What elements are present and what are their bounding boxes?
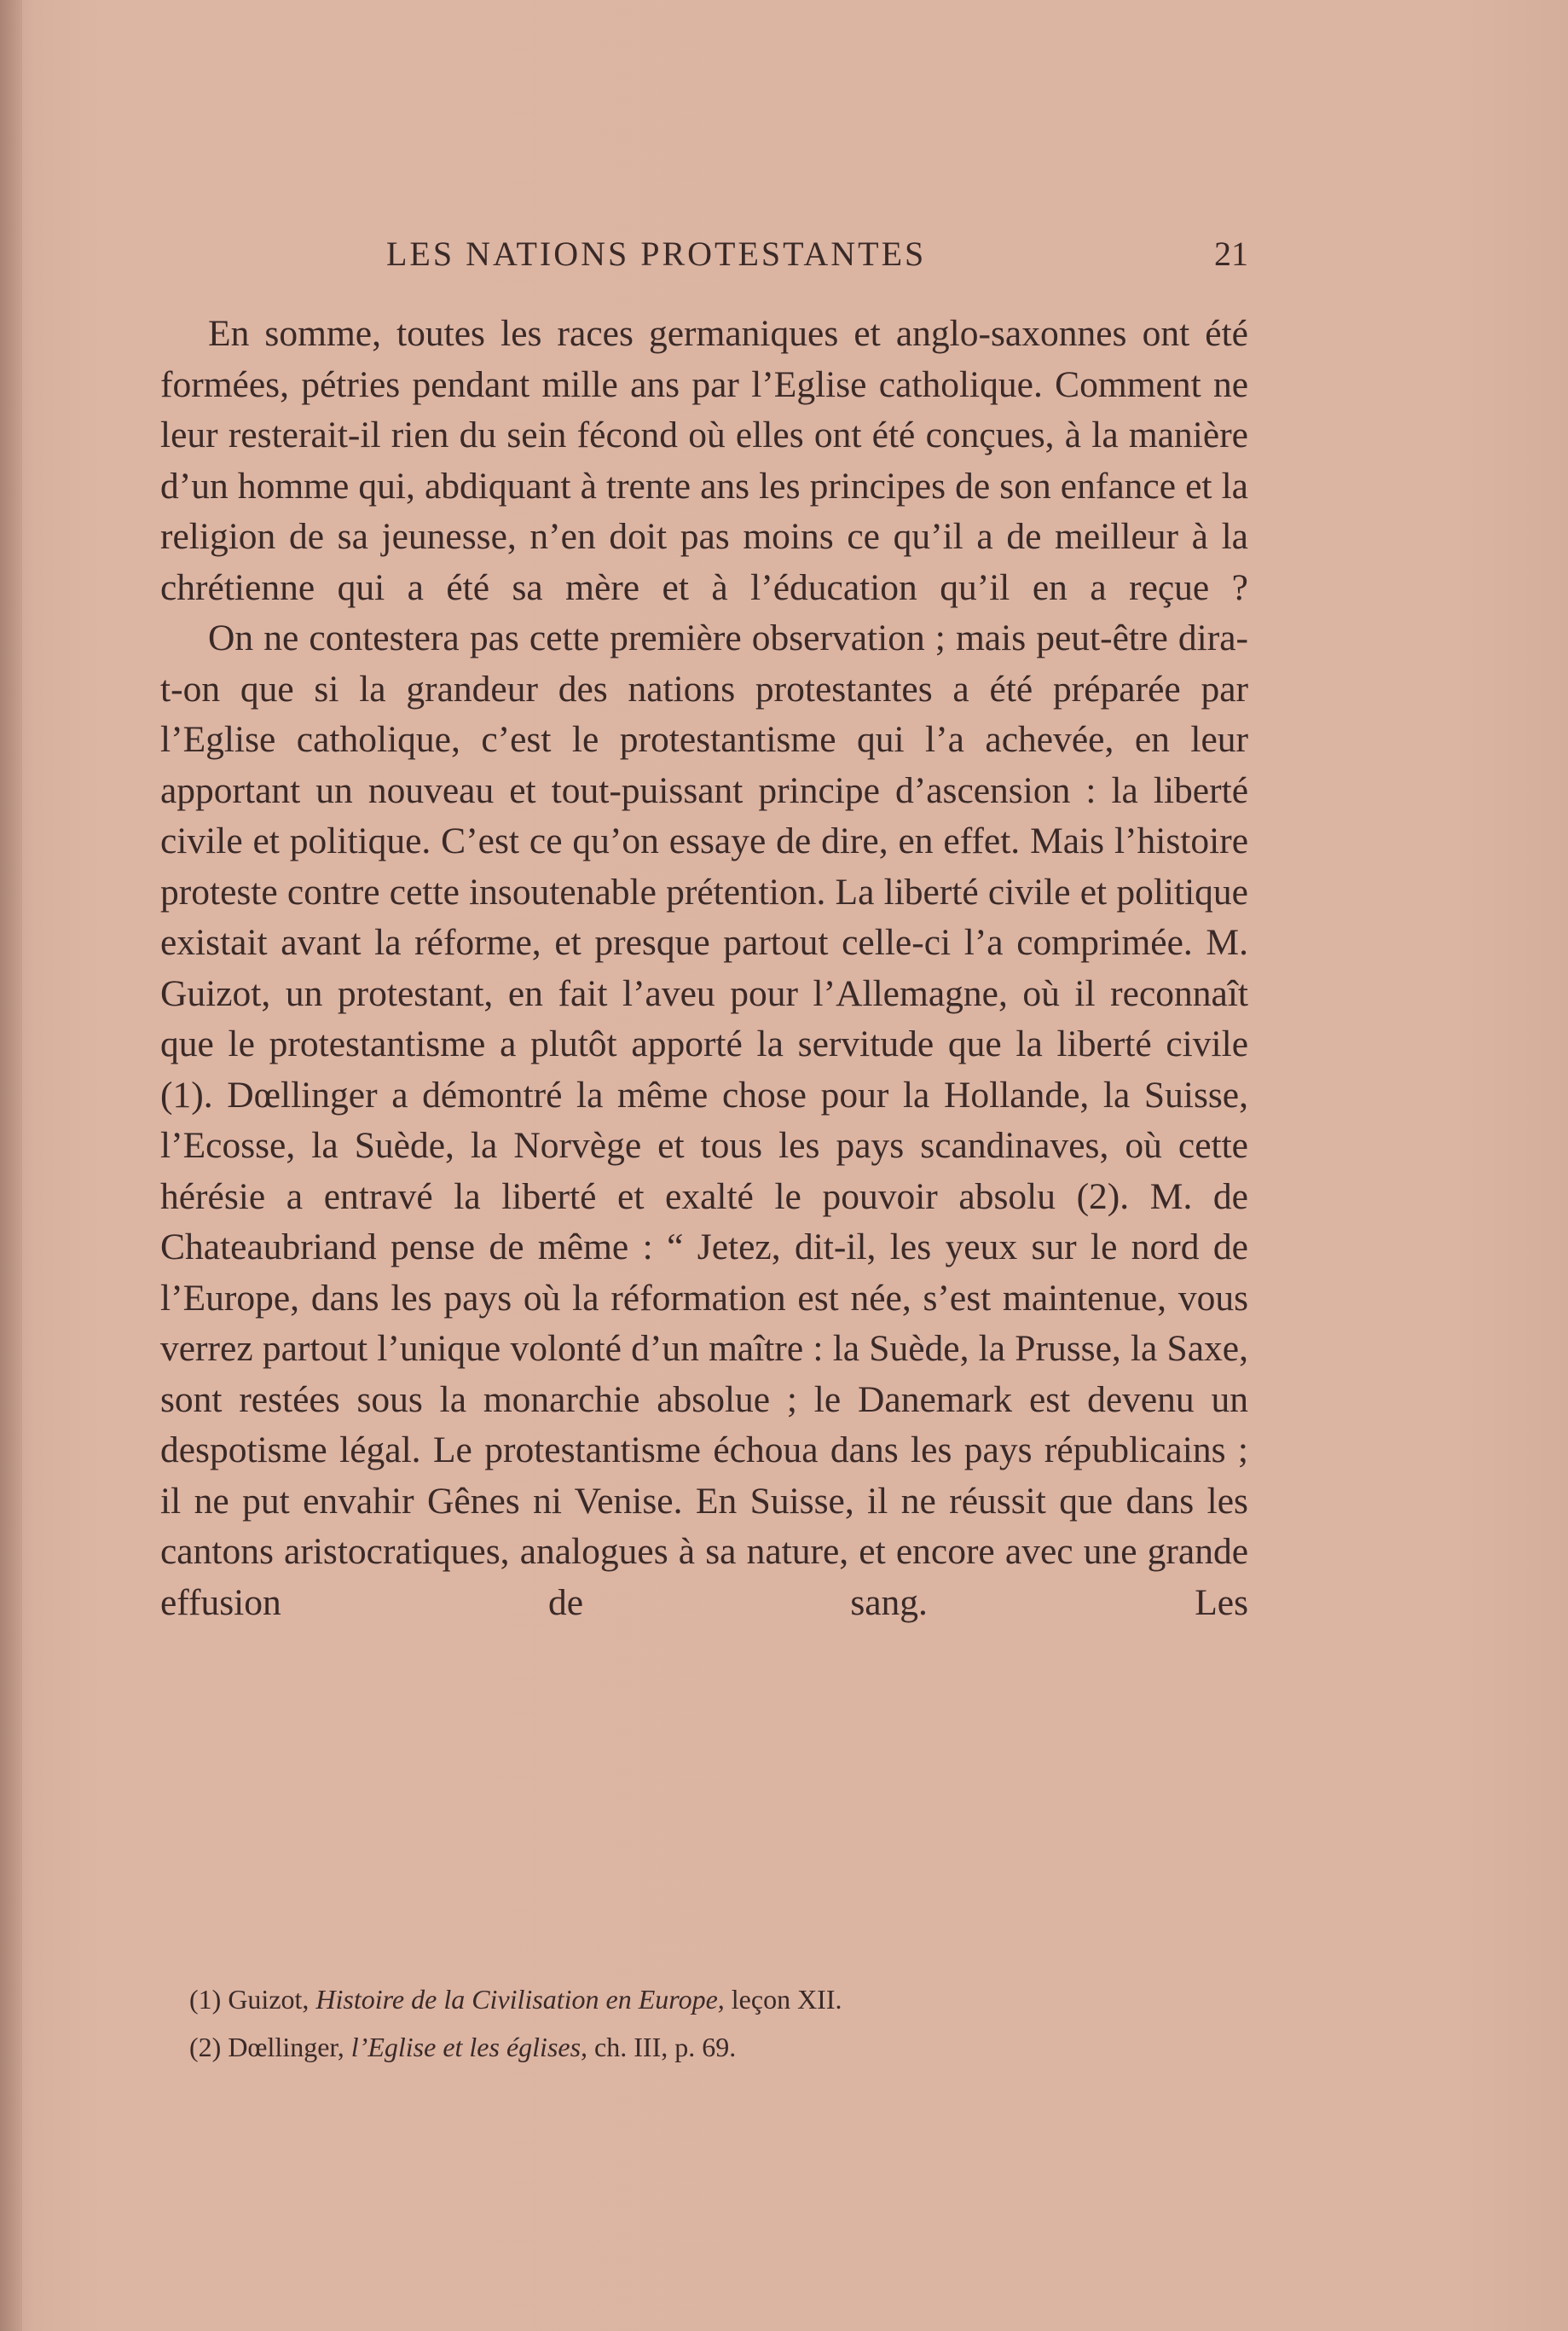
footnote-mark: (1) [189, 1984, 222, 2015]
body-text [160, 309, 1248, 1628]
footnotes [189, 1975, 1212, 2071]
footnote-2 [189, 2023, 1212, 2071]
running-title: LES NATIONS PROTESTANTES [386, 235, 927, 273]
footnote-author: Guizot, [228, 1984, 310, 2015]
footnote-mark: (2) [189, 2032, 222, 2062]
footnote-title: Histoire de la Civilisation en Europe, [315, 1984, 725, 2015]
running-header [160, 229, 1248, 280]
footnote-rest: leçon XII. [731, 1984, 842, 2015]
footnote-1 [189, 1975, 1212, 2023]
page-number: 21 [1214, 235, 1248, 273]
paragraph-2: On ne contestera pas cette première observation ; mais peut-être dira-t-on que si la grandeur des nations protestantes a été préparée par l’Eglise catholique, c’est le protestantisme qui l’a achevée, en leur apportant un nouveau et tout-puissant principe d’ascension : la liberté civile et politique. C’est ce qu’on essaye de dire, en effet. Mais l’histoire proteste contre cette insoutenable prétention. La liberté civile et politique existait avant la réforme, et presque partout celle-ci l’a comprimée. M. Guizot, un protestant, en fait l’aveu pour l’Allemagne, où il reconnaît que le protestantisme a plutôt apporté la servitude que la liberté civile (1). Dœllinger a démontré la même chose pour la Hollande, la Suisse, l’Ecosse, la Suède, la Norvège et tous les pays scandinaves, où cette hérésie a entravé la liberté et exalté le pouvoir absolu (2). M. de Chateaubriand pense de même : “ Jetez, dit-il, les yeux sur le nord de l’Europe, dans les pays où la réformation est née, s’est maintenue, vous verrez partout l’unique volonté d’un maître : la Suède, la Prusse, la Saxe, sont restées sous la monarchie absolue ; le Danemark est devenu un despotisme légal. Le protestantisme échoua dans les pays républicains ; il ne put envahir Gênes ni Venise. En Suisse, il ne réussit que dans les cantons aristocratiques, analogues à sa nature, et encore avec une grande effusion de sang. Les [160, 618, 1248, 1623]
page-gutter-shadow [0, 0, 22, 2331]
footnote-rest: ch. III, p. 69. [594, 2032, 737, 2062]
footnote-author: Dœllinger, [228, 2032, 344, 2062]
paragraph-1: En somme, toutes les races germaniques et anglo-saxonnes ont été formées, pétries pendant mille ans par l’Eglise catholique. Comment ne leur resterait-il rien du sein fécond où elles ont été conçues, à la manière d’un homme qui, abdiquant à trente ans les principes de son enfance et la religion de sa jeunesse, n’en doit pas moins ce qu’il a de meilleur à la chrétienne qui a été sa mère et à l’éducation qu’il en a reçue ? [160, 313, 1248, 608]
footnote-title: l’Eglise et les églises, [350, 2032, 588, 2062]
